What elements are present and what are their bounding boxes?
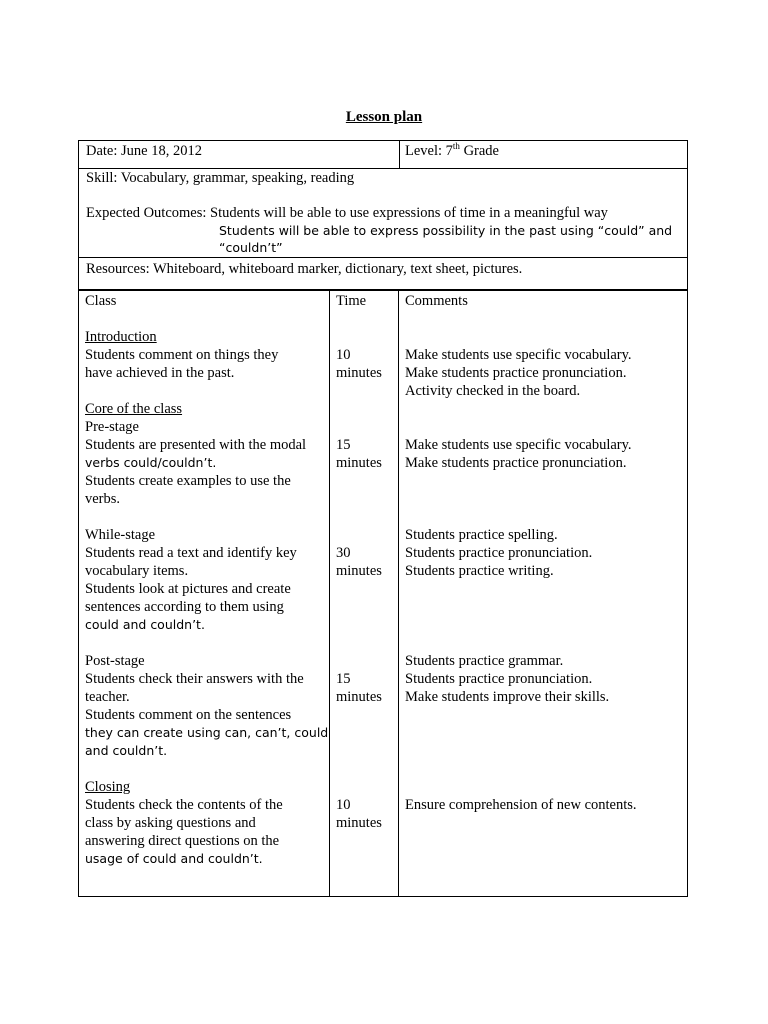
comment-text: Ensure comprehension of new contents.	[405, 797, 637, 813]
resources-field: Resources: Whiteboard, whiteboard marker, dictionary, text sheet, pictures.	[86, 261, 523, 277]
time-column	[336, 292, 382, 832]
time-value: 10	[336, 347, 351, 363]
level-value: Level: 7	[405, 143, 453, 159]
class-text: Students read a text and identify key	[85, 545, 297, 561]
comment-text: Make students use specific vocabulary.	[405, 347, 632, 363]
page-title: Lesson plan	[345, 109, 423, 125]
class-text: they can create using can, can’t, could	[85, 725, 329, 740]
class-text: verbs.	[85, 491, 121, 507]
time-value: 15	[336, 437, 351, 453]
comment-text: Activity checked in the board.	[405, 383, 581, 399]
class-text: class by asking questions and	[85, 815, 256, 831]
class-text: usage of could and couldn’t.	[85, 851, 263, 866]
subheading-while-stage: While-stage	[85, 527, 156, 543]
class-text: sentences according to them using	[85, 599, 284, 615]
header-row-divider	[79, 257, 687, 258]
lesson-table	[78, 290, 688, 897]
time-value: 30	[336, 545, 351, 561]
column-header-class: Class	[85, 293, 117, 309]
outcomes-field: Expected Outcomes: Students will be able to use expressions of time in a meaningful way	[86, 205, 608, 221]
class-text: Students comment on things they	[85, 347, 279, 363]
comment-text: Students practice grammar.	[405, 653, 564, 669]
outcome-2-line1: Students will be able to express possibility in the past using “could” and	[219, 223, 673, 238]
class-text: answering direct questions on the	[85, 833, 280, 849]
comments-column	[405, 292, 637, 814]
section-heading-introduction: Introduction	[85, 329, 157, 345]
class-text: Students are presented with the modal	[85, 437, 307, 453]
class-text: have achieved in the past.	[85, 365, 235, 381]
comment-text: Make students improve their skills.	[405, 689, 610, 705]
class-text: could and couldn’t.	[85, 617, 205, 632]
class-column	[85, 292, 328, 868]
date-field: Date: June 18, 2012	[86, 143, 202, 159]
level-field	[405, 142, 499, 160]
section-heading-closing: Closing	[85, 779, 131, 795]
comment-text: Students practice spelling.	[405, 527, 558, 543]
column-header-time: Time	[336, 293, 367, 309]
class-text: verbs could/couldn’t.	[85, 455, 217, 470]
time-value: 10	[336, 797, 351, 813]
comment-text: Make students practice pronunciation.	[405, 455, 627, 471]
comment-text: Make students use specific vocabulary.	[405, 437, 632, 453]
subheading-post-stage: Post-stage	[85, 653, 145, 669]
class-text: Students check their answers with the	[85, 671, 304, 687]
time-unit: minutes	[336, 689, 382, 705]
outcome-2-line2: “couldn’t”	[219, 240, 283, 255]
column-divider	[398, 291, 399, 896]
time-unit: minutes	[336, 815, 382, 831]
class-text: Students check the contents of the	[85, 797, 283, 813]
class-text: teacher.	[85, 689, 130, 705]
comment-text: Students practice pronunciation.	[405, 671, 593, 687]
comment-text: Make students practice pronunciation.	[405, 365, 627, 381]
level-ordinal: th	[452, 141, 460, 152]
class-text: Students look at pictures and create	[85, 581, 291, 597]
header-table	[78, 140, 688, 290]
skill-field: Skill: Vocabulary, grammar, speaking, reading	[86, 170, 355, 186]
section-heading-core: Core of the class	[85, 401, 183, 417]
column-divider	[329, 291, 330, 896]
header-divider	[399, 141, 400, 168]
column-header-comments: Comments	[405, 293, 468, 309]
time-value: 15	[336, 671, 351, 687]
comment-text: Students practice writing.	[405, 563, 554, 579]
level-grade: Grade	[459, 143, 499, 159]
time-unit: minutes	[336, 563, 382, 579]
comment-text: Students practice pronunciation.	[405, 545, 593, 561]
time-unit: minutes	[336, 455, 382, 471]
class-text: Students comment on the sentences	[85, 707, 292, 723]
time-unit: minutes	[336, 365, 382, 381]
subheading-pre-stage: Pre-stage	[85, 419, 139, 435]
class-text: and couldn’t.	[85, 743, 168, 758]
class-text: vocabulary items.	[85, 563, 189, 579]
class-text: Students create examples to use the	[85, 473, 291, 489]
